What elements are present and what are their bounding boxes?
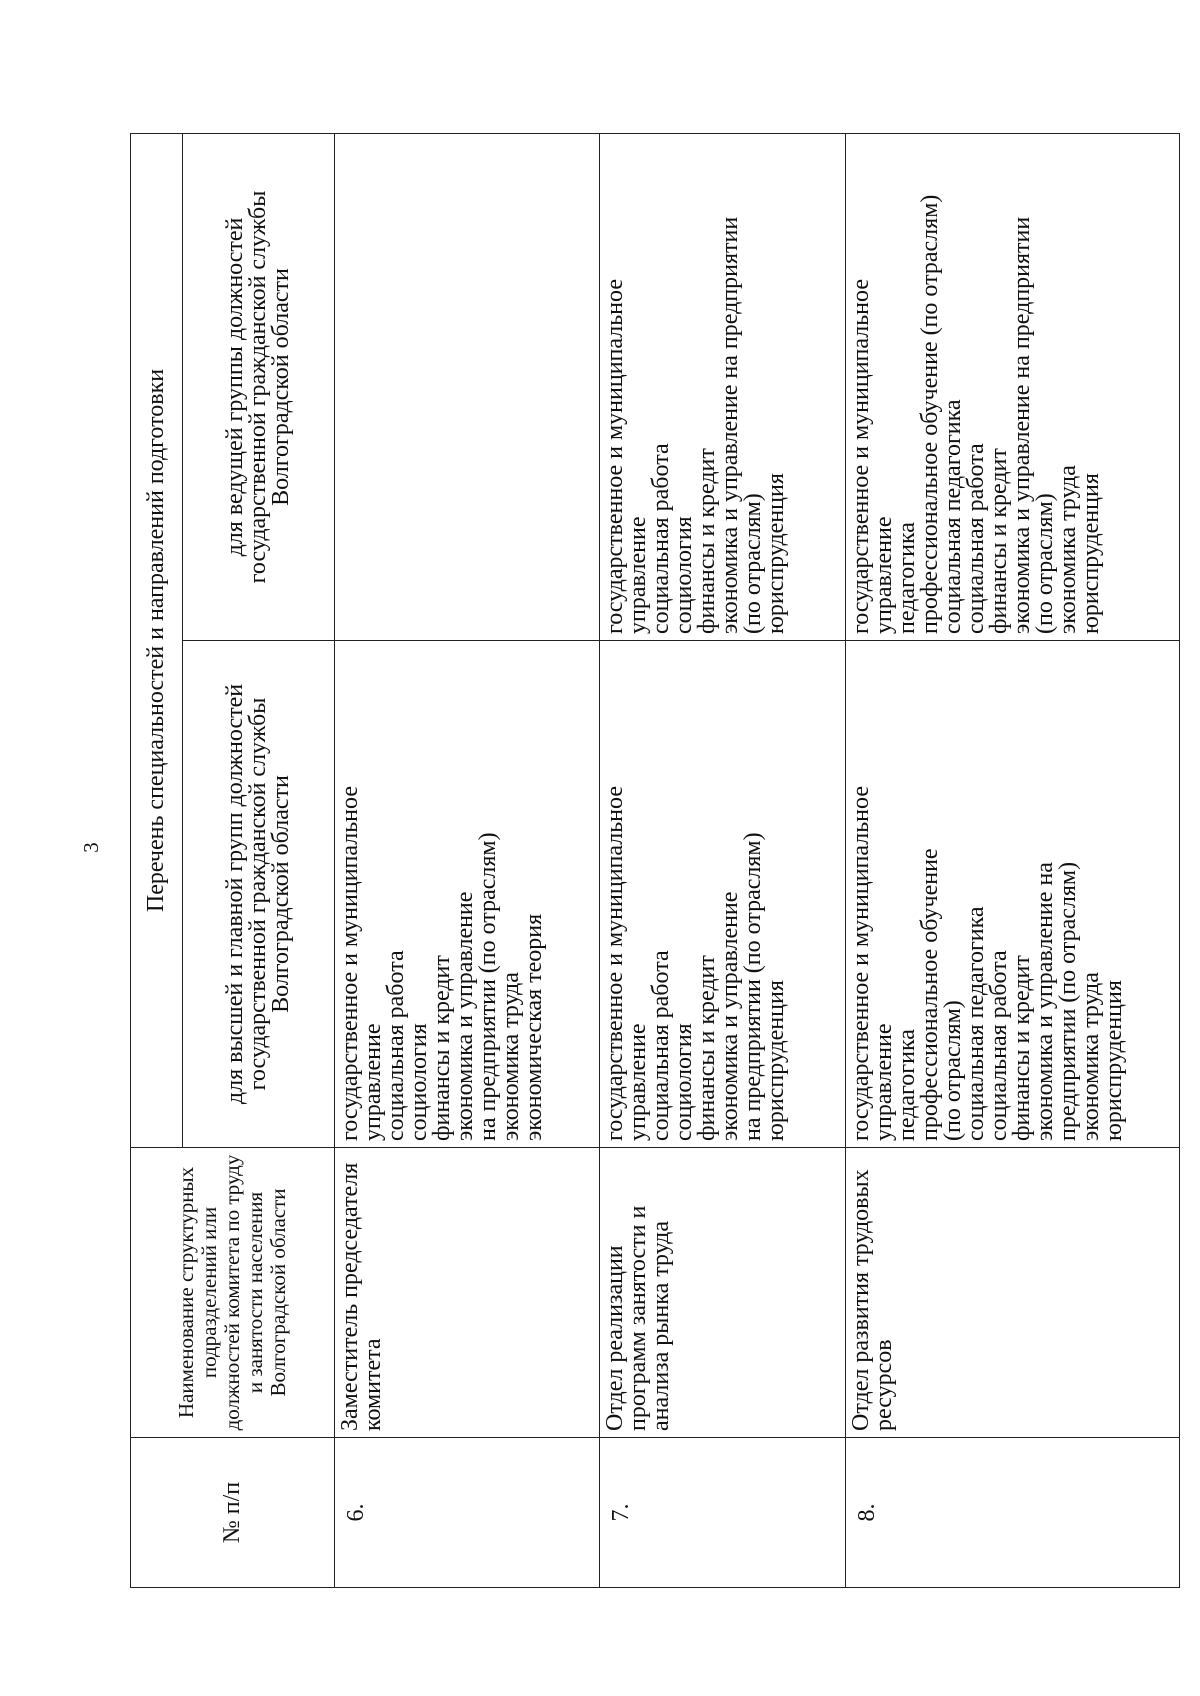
specialty-item: педагогика [893, 1029, 920, 1141]
specialty-item: (по отраслям) [739, 493, 766, 634]
specialty-item: экономика и управление [716, 891, 743, 1141]
specialty-item: финансы и кредит [693, 955, 720, 1141]
row-high-cell [845, 641, 1179, 1148]
specialty-item: государственное и муниципальное [847, 279, 874, 634]
specialty-item: социология [670, 516, 697, 634]
row-num-cell [599, 1438, 845, 1588]
specialty-item: педагогика [893, 522, 920, 634]
header-high-cell [182, 641, 334, 1148]
specialty-item: социальная работа [647, 443, 674, 634]
table-row [599, 134, 845, 1588]
row-lead-cell [599, 134, 845, 641]
specialty-item: экономика труда [1077, 972, 1104, 1141]
specialty-item: социальная работа [647, 950, 674, 1141]
specialty-item: на предприятии (по отраслям) [739, 832, 766, 1141]
header-num-cell [131, 1438, 335, 1588]
specialty-item: экономика и управление на [1031, 862, 1058, 1141]
specialty-item: социальная работа [382, 950, 409, 1141]
row-name: Отдел развития трудовых ресурсов [847, 1169, 897, 1431]
rotated-table-wrapper [130, 134, 1180, 1588]
row-group-header [131, 134, 183, 1588]
specialty-item: экономическая теория [520, 913, 547, 1141]
specialty-item: управление [624, 1023, 651, 1141]
row-num-cell [334, 1438, 599, 1588]
specialty-item: социология [405, 1023, 432, 1141]
specialty-item: управление [870, 1023, 897, 1141]
specialty-item: управление [870, 516, 897, 634]
specialty-item: социальная работа [985, 950, 1012, 1141]
specialty-item: финансы и кредит [985, 448, 1012, 634]
specialty-item: профессиональное обучение (по отраслям) [916, 194, 943, 634]
specialty-item: социальная работа [962, 443, 989, 634]
header-sub-lead: для ведущей группы должностей государственной гражданской службы Волгоградской области [221, 190, 294, 584]
row-name: Заместитель председателя комитета [336, 1162, 386, 1431]
specialty-item: экономика труда [1054, 465, 1081, 634]
header-lead-cell [182, 134, 334, 641]
row-lead-cell [334, 134, 599, 641]
specialty-item: (по отраслям) [939, 1000, 966, 1141]
row-high-cell [599, 641, 845, 1148]
specialty-item: юриспруденция [762, 980, 789, 1141]
row-name: Отдел реализации программ занятости и анализа рынка труда [601, 1205, 674, 1431]
specialty-item: профессиональное обучение [916, 848, 943, 1141]
specialty-item: государственное и муниципальное [601, 786, 628, 1141]
specialty-item: государственное и муниципальное [336, 786, 363, 1141]
header-group-cell [131, 134, 183, 1148]
row-name-cell [845, 1148, 1179, 1438]
row-num-cell [845, 1438, 1179, 1588]
row-num: 8. [853, 1503, 880, 1522]
specialty-item: государственное и муниципальное [601, 279, 628, 634]
header-name-cell [131, 1148, 335, 1438]
specialty-item: экономика труда [497, 972, 524, 1141]
table-row [845, 134, 1179, 1588]
row-num: 7. [607, 1503, 634, 1522]
specialty-item: финансы и кредит [693, 448, 720, 634]
specialty-item: управление [624, 516, 651, 634]
header-name: Наименование структурных подразделений или должностей комитета по труду и занятости населения Волгоградской области [173, 1154, 290, 1431]
specialty-item: (по отраслям) [1031, 493, 1058, 634]
row-high-cell [334, 641, 599, 1148]
specialty-item: юриспруденция [762, 473, 789, 634]
header-group: Перечень специальностей и направлений подготовки [142, 368, 169, 913]
specialty-item: социология [670, 1023, 697, 1141]
specialty-item: экономика и управление [451, 891, 478, 1141]
specialty-item: финансы и кредит [428, 955, 455, 1141]
table-row [334, 134, 599, 1588]
specialty-item: социальная педагогика [939, 399, 966, 634]
specialty-item: предприятии (по отраслям) [1054, 861, 1081, 1141]
specialty-item: юриспруденция [1077, 473, 1104, 634]
specialty-item: экономика и управление на предприятии [716, 216, 743, 634]
specialty-item: государственное и муниципальное [847, 786, 874, 1141]
row-name-cell [334, 1148, 599, 1438]
specialties-table [130, 133, 1180, 1588]
page-number: 3 [78, 842, 103, 853]
specialty-item: социальная педагогика [962, 906, 989, 1141]
specialty-item: юриспруденция [1100, 980, 1127, 1141]
header-num: № п/п [218, 1481, 245, 1544]
specialty-item: управление [359, 1023, 386, 1141]
row-name-cell [599, 1148, 845, 1438]
specialty-item: финансы и кредит [1008, 955, 1035, 1141]
header-sub-high: для высшей и главной групп должностей государственной гражданской службы Волгоградской области [221, 683, 294, 1105]
specialty-item: на предприятии (по отраслям) [474, 832, 501, 1141]
row-lead-cell [845, 134, 1179, 641]
row-num: 6. [342, 1503, 369, 1522]
specialty-item: экономика и управление на предприятии [1008, 216, 1035, 634]
